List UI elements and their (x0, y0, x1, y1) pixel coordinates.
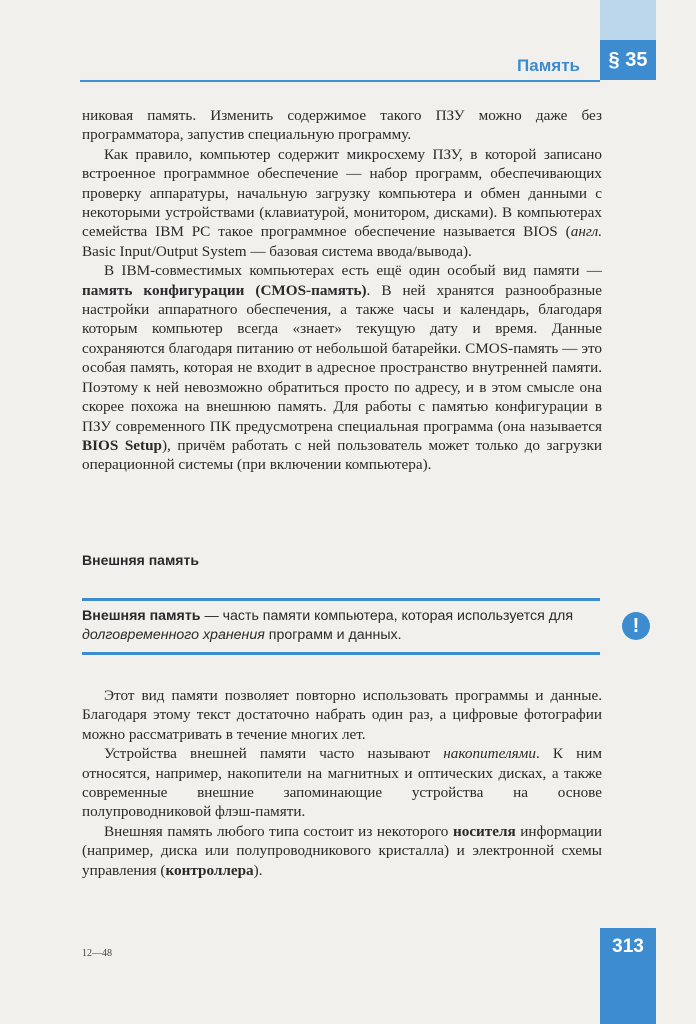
paragraph-2: Как правило, компьютер содержит микросхему ПЗУ, в которой записано встроенное программное обеспечение — набор программ, обеспечивающих проверку аппаратуры, начальную загрузку компьютера и обмен данными с некоторыми устройствами (клавиатурой, монитором, дисками). В компьютерах семейства IBM PC такое программное обеспечение называется BIOS (англ. Basic Input/Output System — базовая система ввода/вывода). (82, 145, 602, 260)
term-drives: накопителями (443, 745, 536, 763)
paragraph-5: Устройства внешней памяти часто называют накопителями. К ним относятся, например, накопители на магнитных и оптических дисках, а также современные внешние запоминающие устройства на основе полупроводниковой флэш-памяти. (82, 745, 603, 821)
definition-emphasis: долговременного хранения (82, 627, 265, 643)
term-bios-setup: BIOS Setup (82, 436, 162, 454)
term-carrier: носителя (452, 822, 516, 840)
body-text-bottom (82, 686, 602, 880)
definition-bottom-rule (82, 652, 600, 655)
term-cmos: память конфигурации (CMOS-память) (82, 281, 367, 299)
section-number: § 35 (600, 40, 656, 80)
paragraph-3: В IBM-совместимых компьютерах есть ещё один особый вид памяти — память конфигурации (CMOS-память). В ней хранятся разнообразные настройки аппаратного обеспечения, а также часы и календарь, благодаря которым компьютер всегда «знает» текущую дату и время. Данные сохраняются благодаря питанию от небольшой батарейки. CMOS-память — это особая память, которая не входит в адресное пространство внутренней памяти. Поэтому к ней невозможно обратиться просто по адресу, и в этом смысле она скорее похожа на внешнюю память. Для работы с памятью конфигурации в ПЗУ современного ПК предусмотрена специальная программа (она называется BIOS Setup), причём работать с ней пользователь может только до загрузки операционной системы (при включении компьютера). (82, 262, 602, 474)
paragraph-4: Этот вид памяти позволяет повторно использовать программы и данные. Благодаря этому текст достаточно набрать один раз, а цифровые фотографии можно рассматривать в течение многих лет. (82, 687, 602, 743)
paragraph-1: никовая память. Изменить содержимое такого ПЗУ можно даже без программатора, запустив специальную программу. (82, 107, 602, 144)
term-controller: контроллера (165, 861, 254, 879)
section-tab-strip (600, 0, 656, 40)
printer-signature: 12—48 (82, 948, 112, 959)
term-engl: англ. (570, 223, 602, 241)
paragraph-6: Внешняя память любого типа состоит из некоторого носителя информации (например, диска или полупроводникового кристалла) и электронной схемы управления (контроллера). (82, 822, 602, 879)
exclamation-icon: ! (622, 612, 650, 640)
chapter-title: Память (517, 56, 580, 75)
definition-top-rule (82, 598, 600, 601)
definition-term: Внешняя память (82, 608, 201, 624)
definition-box: Внешняя память — часть памяти компьютера, которая используется для долговременного хранения программ и данных. (82, 608, 573, 643)
page-number: 313 (612, 936, 644, 957)
subheading-external-memory: Внешняя память (82, 552, 199, 568)
body-text-top (82, 106, 602, 475)
header-rule (80, 80, 600, 82)
